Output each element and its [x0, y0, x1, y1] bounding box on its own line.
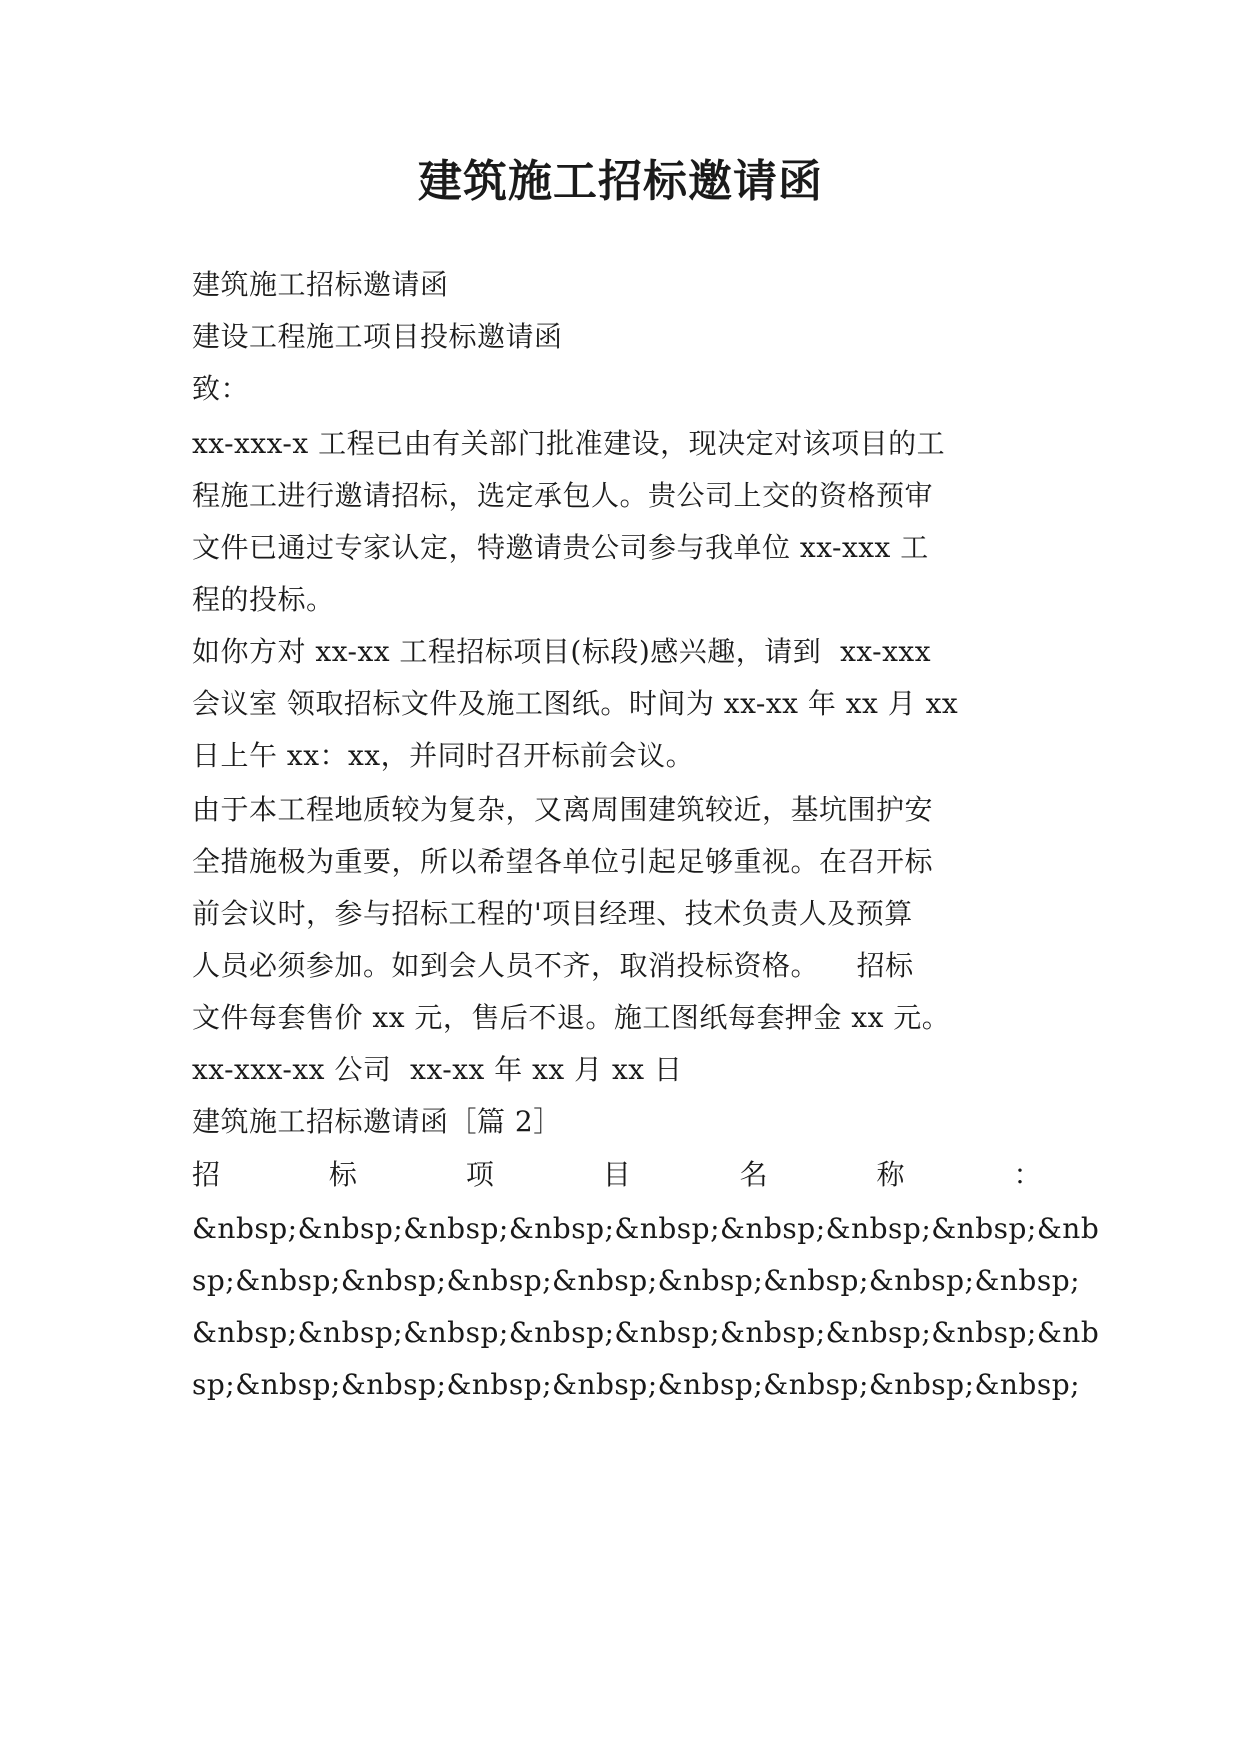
body-line: 致： — [192, 372, 250, 405]
nbsp-line: &nbsp;&nbsp;&nbsp;&nbsp;&nbsp;&nbsp;&nbsp;&nbsp;&nb — [192, 1316, 1100, 1349]
body-line: 程的投标。 — [192, 583, 335, 616]
body-line: 建筑施工招标邀请函 — [192, 268, 449, 301]
body-line: xx-xxx-xx 公司 xx-xx 年 xx 月 xx 日 — [192, 1053, 683, 1086]
spread-char: 标 — [328, 1158, 358, 1191]
body-line: 程施工进行邀请招标，选定承包人。贵公司上交的资格预审 — [192, 479, 934, 512]
nbsp-line: sp;&nbsp;&nbsp;&nbsp;&nbsp;&nbsp;&nbsp;&nbsp;&nbsp; — [192, 1264, 1081, 1297]
body-line: 日上午 xx：xx，并同时召开标前会议。 — [192, 739, 695, 772]
document-title: 建筑施工招标邀请函 — [418, 156, 823, 207]
body-line: 文件每套售价 xx 元，售后不退。施工图纸每套押金 xx 元。 — [192, 1001, 951, 1034]
spread-char: 名 — [739, 1158, 769, 1191]
body-line: 建设工程施工项目投标邀请函 — [192, 320, 563, 353]
body-line: 前会议时，参与招标工程的'项目经理、技术负责人及预算 — [192, 897, 913, 930]
body-line: 会议室 领取招标文件及施工图纸。时间为 xx-xx 年 xx 月 xx — [192, 687, 959, 720]
nbsp-line: &nbsp;&nbsp;&nbsp;&nbsp;&nbsp;&nbsp;&nbsp;&nbsp;&nb — [192, 1212, 1100, 1245]
body-line: 如你方对 xx-xx 工程招标项目(标段)感兴趣，请到 xx-xxx — [192, 635, 932, 668]
body-line: 文件已通过专家认定，特邀请贵公司参与我单位 xx-xxx 工 — [192, 531, 929, 564]
spread-char: 招 — [192, 1158, 221, 1191]
body-line: 人员必须参加。如到会人员不齐，取消投标资格。 招标 — [192, 949, 914, 982]
body-line: 由于本工程地质较为复杂，又离周围建筑较近，基坑围护安 — [192, 793, 934, 826]
spread-char: 称 — [876, 1158, 906, 1191]
spread-char: 目 — [602, 1158, 632, 1191]
nbsp-line: sp;&nbsp;&nbsp;&nbsp;&nbsp;&nbsp;&nbsp;&nbsp;&nbsp; — [192, 1368, 1081, 1401]
tender-project-name-label — [192, 1155, 1042, 1195]
body-line: 建筑施工招标邀请函［篇 2］ — [192, 1105, 562, 1138]
spread-char: 项 — [465, 1158, 495, 1191]
body-line: xx-xxx-x 工程已由有关部门批准建设，现决定对该项目的工 — [192, 427, 946, 460]
body-line: 全措施极为重要，所以希望各单位引起足够重视。在召开标 — [192, 845, 934, 878]
spread-char: ： — [1013, 1158, 1042, 1191]
